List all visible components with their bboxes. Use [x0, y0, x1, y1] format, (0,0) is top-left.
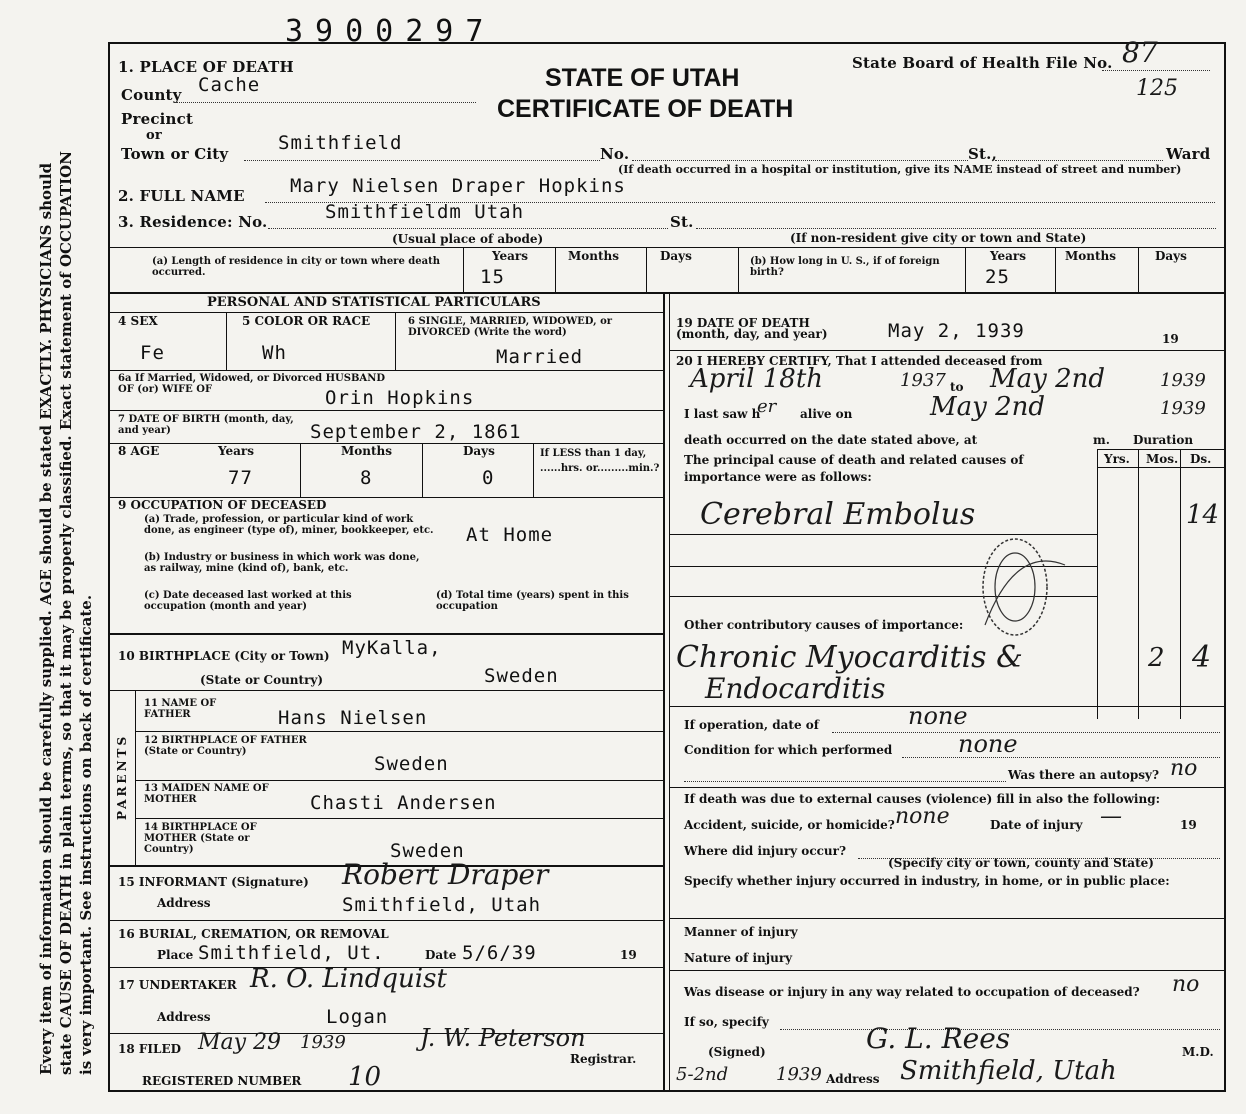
nature-of-injury-label: Nature of injury [684, 951, 793, 965]
age-months-header: Months [341, 444, 393, 458]
last-saw-label: I last saw h [684, 407, 761, 421]
burial-date-value: 5/6/39 [462, 942, 537, 964]
age-years-value: 77 [228, 467, 253, 489]
occupation-c-label: (c) Date deceased last worked at this occupation (month and year) [144, 590, 352, 612]
principal-cause-label: The principal cause of death and related causes of importance were as follows: [684, 453, 1024, 484]
birthplace-country-value: Sweden [484, 665, 559, 687]
attended-to-year: 1939 [1160, 370, 1206, 391]
undertaker-signature: R. O. Lindquist [250, 964, 447, 994]
marital-status-value: Married [496, 346, 584, 368]
form-title-certificate: CERTIFICATE OF DEATH [497, 95, 794, 123]
mother-name-value: Chasti Andersen [310, 792, 497, 814]
burial-place-value: Smithfield, Ut. [198, 942, 385, 964]
undertaker-label: 17 UNDERTAKER [118, 978, 237, 992]
birthplace-state-label: (State or Country) [200, 673, 324, 687]
father-name-label: 11 NAME OF FATHER [144, 698, 217, 720]
birthplace-city-value: MyKalla, [342, 637, 442, 659]
principal-cause-value: Cerebral Embolus [700, 497, 976, 532]
length-years-header: Years [492, 249, 529, 263]
occupation-value: At Home [466, 524, 554, 546]
undertaker-address-label: Address [157, 1010, 211, 1024]
specify-industry-label: Specify whether injury occurred in industry, in home, or in public place: [684, 874, 1170, 888]
margin-instruction-line-1: Every item of information should be carefully supplied. AGE should be stated EXACTLY. PHYSICIANS should [37, 162, 55, 1075]
date-of-injury-value: — [1100, 804, 1122, 829]
physician-stamp-mark [955, 525, 1085, 645]
file-no-value-alt: 125 [1136, 76, 1178, 101]
occupation-heading: 9 OCCUPATION OF DECEASED [118, 498, 327, 512]
last-saw-date: May 2nd [930, 392, 1046, 422]
other-cause-line-1: Chronic Myocarditis & [676, 640, 1023, 675]
other-cause-line-2: Endocarditis [705, 672, 886, 705]
occupation-related-label: Was disease or injury in any way related to occupation of deceased? [684, 985, 1140, 999]
date-of-birth-label: 7 DATE OF BIRTH (month, day, and year) [118, 414, 294, 436]
accident-label: Accident, suicide, or homicide? [684, 818, 895, 832]
birthplace-label: 10 BIRTHPLACE (City or Town) [118, 649, 330, 663]
other-cause-mos: 4 [1192, 640, 1212, 675]
ward-label: Ward [1166, 145, 1211, 163]
md-label: M.D. [1182, 1045, 1214, 1059]
date-of-death-label: 19 DATE OF DEATH (month, day, and year) [676, 316, 828, 341]
spouse-label: 6a If Married, Widowed, or Divorced HUSBAND OF (or) WIFE OF [118, 373, 386, 395]
filed-date: May 29 [198, 1030, 282, 1055]
principal-cause-days: 14 [1186, 500, 1220, 530]
sex-label: 4 SEX [118, 314, 158, 328]
margin-instruction-line-3: is very important. See instructions on back of certificate. [77, 594, 95, 1075]
filed-label: 18 FILED [118, 1042, 181, 1056]
less-than-day-label: If LESS than 1 day, ......hrs. or.........min.? [540, 448, 660, 474]
color-race-label: 5 COLOR OR RACE [242, 314, 371, 328]
certify-statement: 20 I HEREBY CERTIFY, That I attended deceased from [676, 354, 1043, 368]
mother-birthplace-value: Sweden [390, 840, 465, 862]
father-name-value: Hans Nielsen [278, 707, 428, 729]
father-birthplace-label: 12 BIRTHPLACE OF FATHER (State or Country) [144, 735, 307, 757]
precinct-label: Precinct [121, 110, 194, 128]
occupation-related-value: no [1172, 972, 1200, 997]
us-years-value: 25 [985, 266, 1010, 288]
full-name-label: 2. FULL NAME [118, 187, 245, 205]
registered-number-label: REGISTERED NUMBER [142, 1074, 302, 1088]
town-label: Town or City [121, 145, 229, 163]
informant-label: 15 INFORMANT (Signature) [118, 875, 309, 889]
burial-place-label: Place [157, 948, 194, 962]
us-months-header: Months [1065, 249, 1117, 263]
county-value: Cache [198, 74, 261, 96]
father-birthplace-value: Sweden [374, 753, 449, 775]
residence-value: Smithfieldm Utah [325, 201, 525, 223]
informant-signature: Robert Draper [342, 858, 549, 891]
registrar-label: Registrar. [570, 1052, 637, 1066]
personal-particulars-heading: PERSONAL AND STATISTICAL PARTICULARS [207, 295, 541, 310]
mother-birthplace-label: 14 BIRTHPLACE OF MOTHER (State or Country) [144, 822, 257, 855]
hospital-note: (If death occurred in a hospital or institution, give its NAME instead of street and number) [618, 163, 1182, 176]
mother-name-label: 13 MAIDEN NAME OF MOTHER [144, 783, 269, 805]
duration-label: Duration [1133, 433, 1194, 447]
or-label: or [146, 128, 162, 143]
operation-value: none [908, 702, 968, 730]
age-months-value: 8 [360, 467, 373, 489]
file-no-value: 87 [1122, 36, 1158, 69]
signed-label: (Signed) [708, 1045, 766, 1059]
duration-mos-header: Mos. [1146, 452, 1179, 466]
usual-abode-note: (Usual place of abode) [392, 232, 544, 246]
length-years-value: 15 [480, 266, 505, 288]
alive-on-label: alive on [800, 407, 853, 421]
burial-label: 16 BURIAL, CREMATION, OR REMOVAL [118, 927, 389, 941]
no-label: No. [600, 145, 630, 163]
condition-value: none [958, 730, 1018, 758]
occupation-b-label: (b) Industry or business in which work was done, as railway, mine (kind of), bank, etc. [144, 552, 420, 574]
if-so-specify-label: If so, specify [684, 1015, 769, 1029]
date-of-injury-year-label: 19 [1180, 818, 1197, 832]
specify-city-note: (Specify city or town, county and State) [888, 856, 1154, 870]
certificate-serial-number: 3900297 [285, 14, 496, 49]
burial-date-label: Date [425, 948, 457, 962]
manner-of-injury-label: Manner of injury [684, 925, 798, 939]
length-of-residence-label: (a) Length of residence in city or town where death occurred. [152, 256, 441, 278]
sex-value: Fe [140, 342, 165, 364]
autopsy-label: Was there an autopsy? [1008, 768, 1160, 782]
age-days-header: Days [463, 444, 495, 458]
operation-label: If operation, date of [684, 718, 819, 732]
occupation-a-label: (a) Trade, profession, or particular kind of work done, as engineer (type of), miner, bookkeeper, etc. [144, 514, 434, 536]
age-days-value: 0 [482, 467, 495, 489]
condition-label: Condition for which performed [684, 743, 893, 757]
duration-ds-header: Ds. [1190, 452, 1212, 466]
filed-year: 1939 [300, 1032, 346, 1053]
date-of-death-value: May 2, 1939 [888, 320, 1025, 342]
attended-from-date: April 18th [690, 364, 824, 394]
attended-to-label: to [950, 380, 964, 394]
us-years-header: Years [990, 249, 1027, 263]
us-residence-label: (b) How long in U. S., if of foreign birth? [750, 256, 940, 278]
last-saw-pronoun: er [757, 396, 777, 417]
external-causes-note: If death was due to external causes (violence) fill in also the following: [684, 792, 1161, 806]
file-no-label: State Board of Health File No. [852, 54, 1113, 72]
full-name-value: Mary Nielsen Draper Hopkins [290, 175, 626, 197]
non-resident-note: (If non-resident give city or town and State) [790, 231, 1087, 245]
physician-address-label: Address [826, 1072, 880, 1086]
signed-date: 5-2nd [676, 1064, 729, 1085]
undertaker-address-value: Logan [326, 1006, 389, 1028]
burial-year-label: 19 [620, 948, 637, 962]
us-days-header: Days [1155, 249, 1187, 263]
registrar-signature: J. W. Peterson [420, 1024, 586, 1052]
marital-status-label: 6 SINGLE, MARRIED, WIDOWED, or DIVORCED (Write the word) [408, 316, 613, 338]
physician-address-value: Smithfield, Utah [900, 1056, 1117, 1086]
attended-to-date: May 2nd [990, 364, 1106, 394]
duration-yrs-header: Yrs. [1104, 452, 1130, 466]
st-label: St., [968, 145, 998, 163]
accident-value: none [895, 804, 950, 829]
place-of-death-heading: 1. PLACE OF DEATH [118, 58, 294, 76]
spouse-value: Orin Hopkins [325, 387, 475, 409]
autopsy-value: no [1170, 756, 1198, 781]
date-of-death-year-label: 19 [1162, 332, 1179, 346]
death-occurred-m-label: m. [1093, 433, 1110, 447]
age-label: 8 AGE [118, 444, 160, 458]
length-months-header: Months [568, 249, 620, 263]
parents-label: PARENTS [115, 733, 129, 820]
signed-year: 1939 [776, 1064, 822, 1085]
form-title-state: STATE OF UTAH [545, 64, 740, 92]
date-of-birth-value: September 2, 1861 [310, 421, 522, 443]
attended-from-year: 1937 [900, 370, 946, 391]
county-label: County [121, 86, 182, 104]
color-race-value: Wh [262, 342, 287, 364]
length-days-header: Days [660, 249, 692, 263]
margin-instruction-line-2: state CAUSE OF DEATH in plain terms, so that it may be properly classified. Exact statement of OCCUPATION [57, 151, 75, 1075]
last-saw-year: 1939 [1160, 398, 1206, 419]
town-value: Smithfield [278, 132, 403, 154]
other-causes-label: Other contributory causes of importance: [684, 618, 964, 632]
date-of-injury-label: Date of injury [990, 818, 1083, 832]
occupation-d-label: (d) Total time (years) spent in this occupation [436, 590, 629, 612]
physician-signature: G. L. Rees [866, 1022, 1011, 1055]
other-cause-yrs: 2 [1148, 643, 1165, 673]
injury-location-label: Where did injury occur? [684, 844, 847, 858]
informant-address-value: Smithfield, Utah [342, 894, 542, 916]
residence-st-label: St. [670, 213, 694, 231]
registered-number-value: 10 [348, 1062, 382, 1092]
death-occurred-label: death occurred on the date stated above, at [684, 433, 978, 447]
residence-label: 3. Residence: No. [118, 213, 268, 231]
informant-address-label: Address [157, 896, 211, 910]
age-years-header: Years [218, 444, 255, 458]
